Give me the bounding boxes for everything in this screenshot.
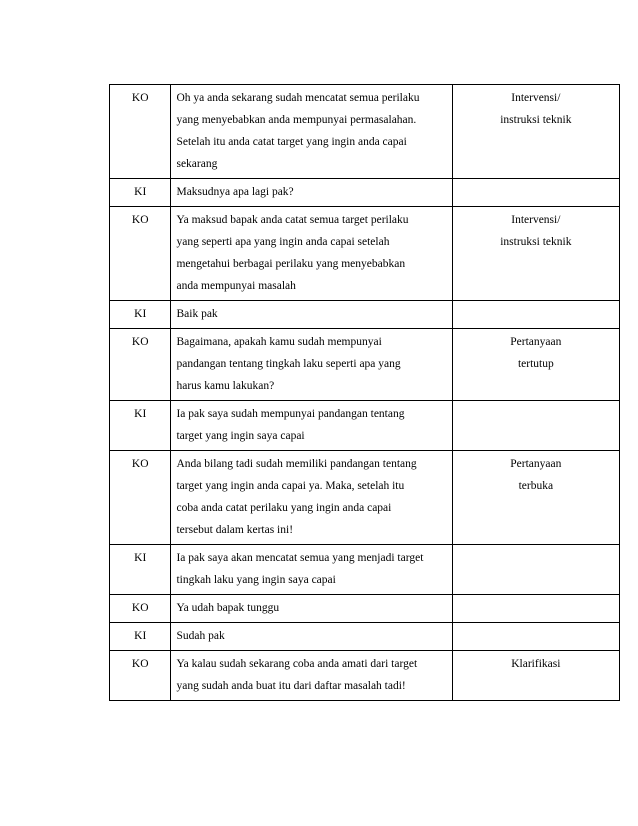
technique-line: Klarifikasi	[511, 658, 561, 670]
technique-cell	[452, 595, 619, 623]
utterance-line: Anda bilang tadi sudah memiliki pandangan tentang	[176, 458, 417, 470]
utterance-line: Oh ya anda sekarang sudah mencatat semua perilaku	[176, 92, 420, 104]
technique-cell	[452, 329, 619, 401]
table-row	[110, 329, 620, 401]
utterance-line: target yang ingin saya capai	[176, 430, 305, 442]
technique-cell	[452, 301, 619, 329]
utterance-line: Ia pak saya akan mencatat semua yang menjadi target	[176, 552, 424, 564]
utterance-line: tingkah laku yang ingin saya capai	[176, 574, 336, 586]
table-row	[110, 401, 620, 451]
utterance-cell	[171, 545, 452, 595]
technique-line: Intervensi/	[511, 214, 561, 226]
technique-cell	[452, 545, 619, 595]
technique-cell	[452, 623, 619, 651]
speaker-cell: KI	[110, 401, 171, 451]
technique-line: Pertanyaan	[510, 458, 562, 470]
speaker-cell: KI	[110, 623, 171, 651]
utterance-line: sekarang	[176, 158, 218, 170]
utterance-line: yang seperti apa yang ingin anda capai setelah	[176, 236, 390, 248]
speaker-cell: KO	[110, 451, 171, 545]
utterance-cell	[171, 623, 452, 651]
utterance-cell	[171, 651, 452, 701]
utterance-line: yang sudah anda buat itu dari daftar masalah tadi!	[176, 680, 406, 692]
utterance-cell	[171, 301, 452, 329]
technique-line: instruksi teknik	[500, 236, 572, 248]
speaker-cell: KI	[110, 545, 171, 595]
utterance-line: yang menyebabkan anda mempunyai permasalahan.	[176, 114, 417, 126]
utterance-cell	[171, 207, 452, 301]
table-row	[110, 595, 620, 623]
speaker-cell: KO	[110, 329, 171, 401]
table-row	[110, 545, 620, 595]
utterance-line: Maksudnya apa lagi pak?	[176, 186, 294, 198]
technique-line: instruksi teknik	[500, 114, 572, 126]
table-row	[110, 179, 620, 207]
technique-cell	[452, 179, 619, 207]
utterance-line: Ya udah bapak tunggu	[176, 602, 280, 614]
technique-line: Intervensi/	[511, 92, 561, 104]
speaker-cell: KO	[110, 595, 171, 623]
technique-line: Pertanyaan	[510, 336, 562, 348]
dialog-table	[109, 84, 620, 701]
utterance-line: pandangan tentang tingkah laku seperti apa yang	[176, 358, 401, 370]
utterance-cell	[171, 451, 452, 545]
utterance-line: Sudah pak	[176, 630, 225, 642]
table-row	[110, 451, 620, 545]
table-row	[110, 623, 620, 651]
speaker-cell: KI	[110, 179, 171, 207]
speaker-cell: KO	[110, 207, 171, 301]
utterance-line: tersebut dalam kertas ini!	[176, 524, 294, 536]
speaker-cell: KI	[110, 301, 171, 329]
technique-cell	[452, 451, 619, 545]
table-row	[110, 207, 620, 301]
utterance-cell	[171, 595, 452, 623]
table-row	[110, 301, 620, 329]
table-row	[110, 651, 620, 701]
dialog-table-body	[110, 85, 620, 701]
utterance-line: coba anda catat perilaku yang ingin anda capai	[176, 502, 392, 514]
utterance-cell	[171, 329, 452, 401]
utterance-line: target yang ingin anda capai ya. Maka, setelah itu	[176, 480, 405, 492]
utterance-line: harus kamu lakukan?	[176, 380, 275, 392]
utterance-line: anda mempunyai masalah	[176, 280, 296, 292]
technique-line: tertutup	[517, 358, 554, 370]
utterance-line: Ya maksud bapak anda catat semua target perilaku	[176, 214, 409, 226]
utterance-line: Setelah itu anda catat target yang ingin anda capai	[176, 136, 407, 148]
utterance-line: Ya kalau sudah sekarang coba anda amati dari target	[176, 658, 418, 670]
speaker-cell: KO	[110, 85, 171, 179]
technique-cell	[452, 651, 619, 701]
utterance-cell	[171, 401, 452, 451]
utterance-cell	[171, 85, 452, 179]
technique-cell	[452, 85, 619, 179]
technique-cell	[452, 401, 619, 451]
technique-line: terbuka	[518, 480, 554, 492]
utterance-line: Baik pak	[176, 308, 218, 320]
speaker-cell: KO	[110, 651, 171, 701]
utterance-line: mengetahui berbagai perilaku yang menyebabkan	[176, 258, 406, 270]
utterance-cell	[171, 179, 452, 207]
technique-cell	[452, 207, 619, 301]
table-row	[110, 85, 620, 179]
utterance-line: Ia pak saya sudah mempunyai pandangan tentang	[176, 408, 405, 420]
utterance-line: Bagaimana, apakah kamu sudah mempunyai	[176, 336, 382, 348]
